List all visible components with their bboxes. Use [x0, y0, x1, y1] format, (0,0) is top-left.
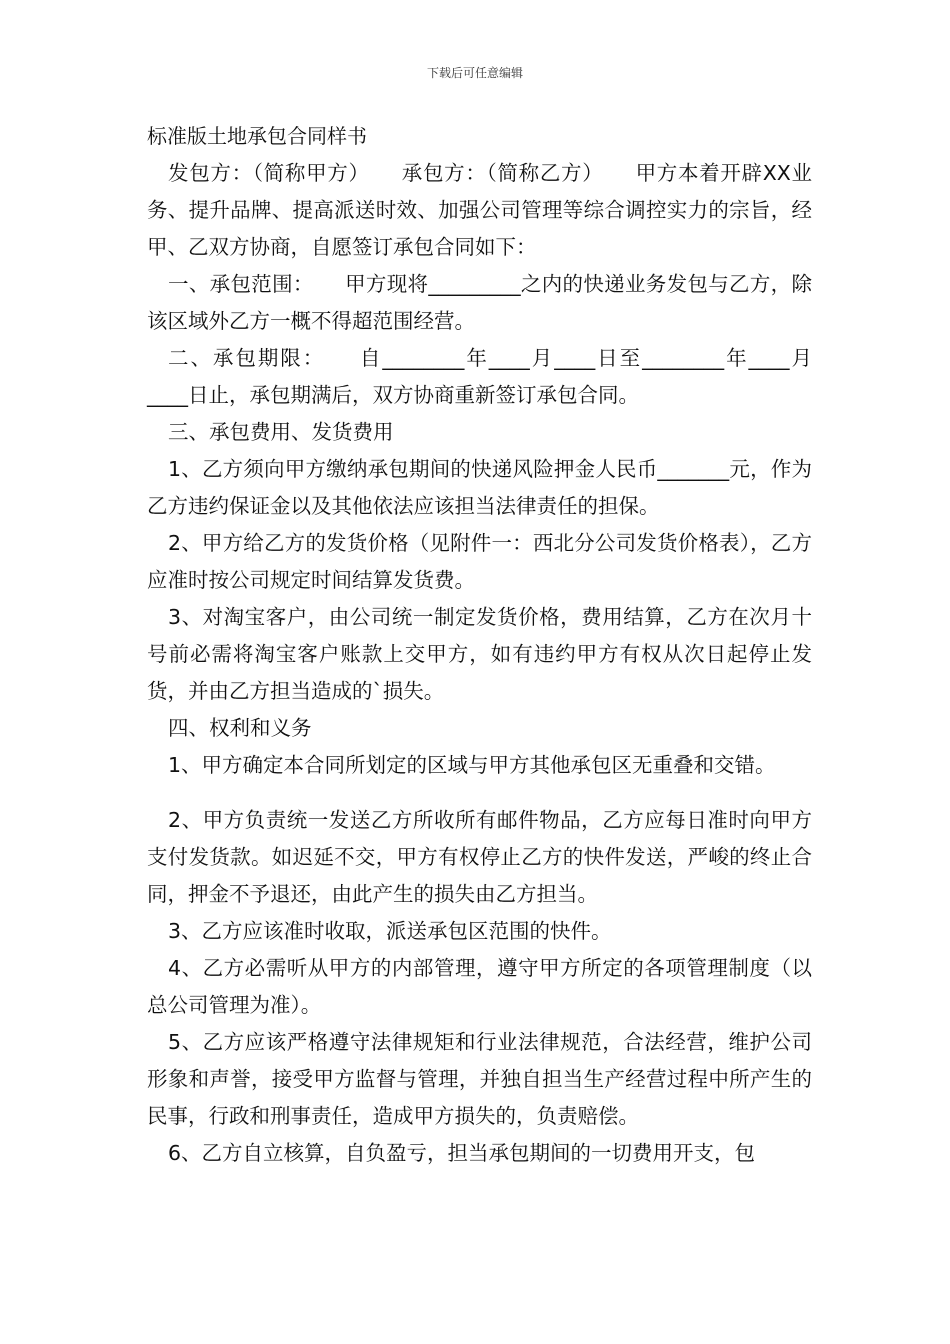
- intro-paragraph: 发包方：（简称甲方） 承包方：（简称乙方） 甲方本着开辟XX业务、提升品牌、提高派送时效、加强公司管理等综合调控实力的宗旨，经甲、乙双方协商，自愿签订承包合同如下：: [147, 161, 812, 259]
- rights-item-3: 3、乙方应该准时收取，派送承包区范围的快件。: [168, 919, 612, 943]
- fees-item-3: 3、对淘宝客户，由公司统一制定发货价格，费用结算，乙方在次月十号前必需将淘宝客户账款上交甲方，如有违约甲方有权从次日起停止发货，并由乙方担当造成的`损失。: [147, 605, 812, 703]
- header-note: 下载后可任意编辑: [426, 66, 523, 80]
- document-title: 标准版土地承包合同样书: [147, 124, 367, 148]
- rights-item-6: 6、乙方自立核算，自负盈亏，担当承包期间的一切费用开支，包: [168, 1141, 756, 1165]
- paragraph-gap: [147, 784, 812, 802]
- fees-item-2: 2、甲方给乙方的发货价格（见附件一：西北分公司发货价格表），乙方应准时按公司规定时间结算发货费。: [147, 531, 812, 592]
- rights-item-1: 1、甲方确定本合同所划定的区域与甲方其他承包区无重叠和交错。: [168, 753, 776, 777]
- section-rights-heading: 四、权利和义务: [168, 716, 312, 740]
- fees-item-1: 1、乙方须向甲方缴纳承包期间的快递风险押金人民币_______元，作为乙方违约保证金以及其他依法应该担当法律责任的担保。: [147, 457, 812, 518]
- section-term: 二、承包期限： 自________年____月____日至________年____月____日止，承包期满后，双方协商重新签订承包合同。: [147, 346, 812, 407]
- rights-item-2: 2、甲方负责统一发送乙方所收所有邮件物品，乙方应每日准时向甲方支付发货款。如迟延不交，甲方有权停止乙方的快件发送，严峻的终止合同，押金不予退还，由此产生的损失由乙方担当。: [147, 808, 812, 906]
- rights-item-4: 4、乙方必需听从甲方的内部管理，遵守甲方所定的各项管理制度（以总公司管理为准）。: [147, 956, 812, 1017]
- rights-item-5: 5、乙方应该严格遵守法律规矩和行业法律规范，合法经营，维护公司形象和声誉，接受甲方监督与管理，并独自担当生产经营过程中所产生的民事，行政和刑事责任，造成甲方损失的，负责赔偿。: [147, 1030, 812, 1128]
- section-fees-heading: 三、承包费用、发货费用: [168, 420, 394, 444]
- document-body: [147, 155, 812, 1172]
- section-scope: 一、承包范围： 甲方现将_________之内的快递业务发包与乙方，除该区域外乙方一概不得超范围经营。: [147, 272, 812, 333]
